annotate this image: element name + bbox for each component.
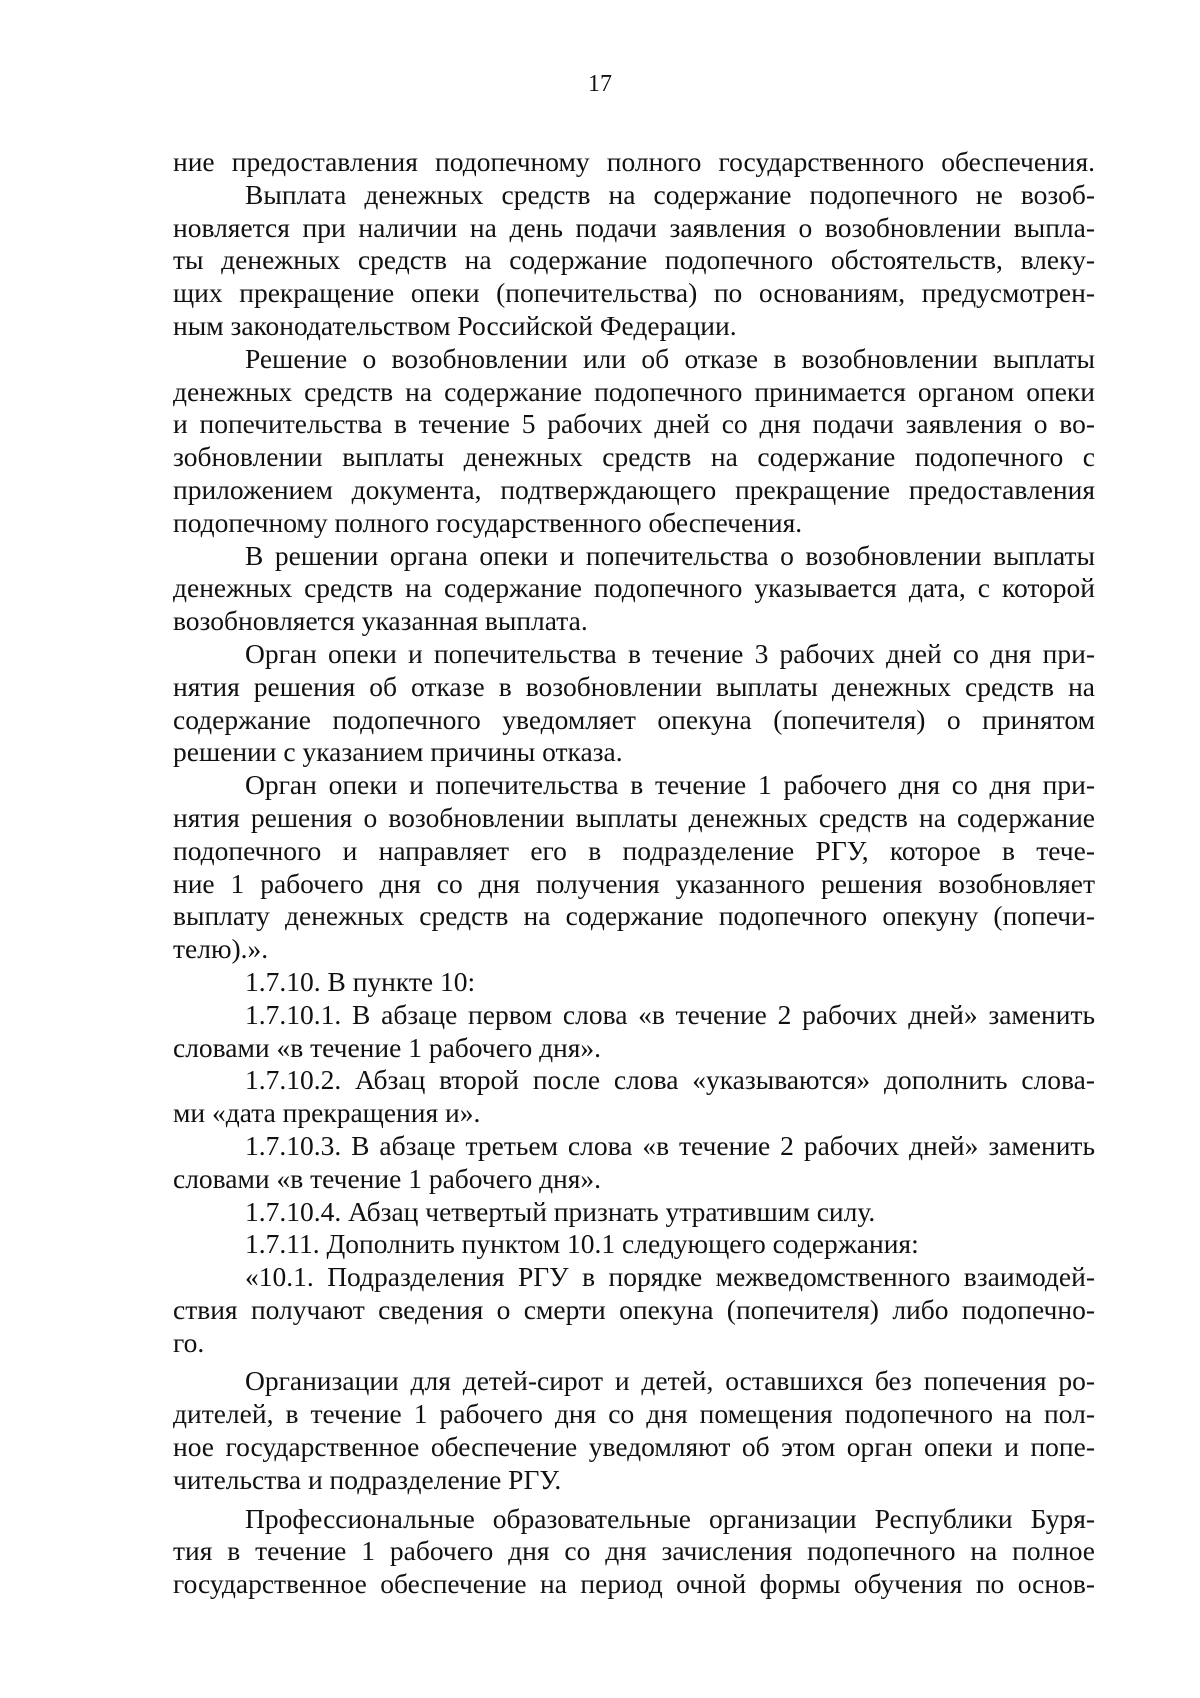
text-line: го. [173, 1326, 205, 1358]
text-line: возобновляется указанная выплата. [173, 605, 588, 637]
text-line: 1.7.10.3. В абзаце третьем слова «в течение 2 рабочих дней» заменить [245, 1129, 1095, 1161]
text-line: Выплата денежных средств на содержание подопечного не возоб- [245, 178, 1095, 210]
text-line: государственное обеспечение на период очной формы обучения по основ- [173, 1568, 1095, 1600]
page-number: 17 [588, 71, 612, 97]
text-line: тия в течение 1 рабочего дня со дня зачисления подопечного на полное [173, 1535, 1095, 1567]
text-line: ние 1 рабочего дня со дня получения указанного решения возобновляет [173, 867, 1095, 899]
text-line: ствия получают сведения о смерти опекуна (попечителя) либо подопечно- [173, 1293, 1095, 1325]
text-line: Орган опеки и попечительства в течение 1 рабочего дня со дня при- [245, 769, 1095, 801]
text-line: 1.7.10.4. Абзац четвертый признать утратившим силу. [245, 1195, 876, 1227]
text-line: решении с указанием причины отказа. [173, 736, 623, 768]
text-line: нятия решения об отказе в возобновлении выплаты денежных средств на [173, 670, 1095, 702]
document-body [173, 146, 1095, 1601]
text-line: нятия решения о возобновлении выплаты денежных средств на содержание [173, 801, 1095, 833]
text-line: словами «в течение 1 рабочего дня». [173, 1031, 602, 1063]
text-line: Организации для детей-сирот и детей, оставшихся без попечения ро- [245, 1365, 1095, 1397]
text-line: денежных средств на содержание подопечного указывается дата, с которой [173, 572, 1095, 604]
text-line: 1.7.11. Дополнить пунктом 10.1 следующего содержания: [245, 1228, 919, 1260]
text-line: подопечного и направляет его в подразделение РГУ, которое в тече- [173, 834, 1095, 866]
text-line: Орган опеки и попечительства в течение 3 рабочих дней со дня при- [245, 637, 1095, 669]
text-line: ние предоставления подопечному полного государственного обеспечения. [173, 146, 1095, 177]
text-line: Решение о возобновлении или об отказе в возобновлении выплаты [245, 342, 1095, 374]
text-line: выплату денежных средств на содержание подопечного опекуну (попечи- [173, 900, 1095, 932]
text-line: подопечному полного государственного обеспечения. [173, 506, 803, 538]
text-line: В решении органа опеки и попечительства о возобновлении выплаты [245, 539, 1095, 571]
text-line: ное государственное обеспечение уведомляют об этом орган опеки и попе- [173, 1431, 1095, 1463]
text-line: 1.7.10. В пункте 10: [245, 965, 476, 997]
text-line: 1.7.10.2. Абзац второй после слова «указываются» дополнить слова- [245, 1064, 1095, 1096]
text-line: ми «дата прекращения и». [173, 1097, 481, 1129]
text-line: содержание подопечного уведомляет опекуна (попечителя) о принятом [173, 703, 1095, 735]
text-line: чительства и подразделение РГУ. [173, 1463, 562, 1495]
text-line: «10.1. Подразделения РГУ в порядке межведомственного взаимодей- [245, 1261, 1095, 1293]
text-line: дителей, в течение 1 рабочего дня со дня помещения подопечного на пол- [173, 1398, 1095, 1430]
text-line: ты денежных средств на содержание подопечного обстоятельств, влеку- [173, 244, 1095, 276]
text-line: 1.7.10.1. В абзаце первом слова «в течение 2 рабочих дней» заменить [245, 998, 1095, 1030]
text-line: зобновлении выплаты денежных средств на содержание подопечного с [173, 441, 1095, 473]
text-line: словами «в течение 1 рабочего дня». [173, 1162, 602, 1194]
text-line: и попечительства в течение 5 рабочих дней со дня подачи заявления о во- [173, 408, 1095, 440]
text-line: Профессиональные образовательные организации Республики Буря- [245, 1502, 1095, 1534]
text-line: телю).». [173, 933, 269, 965]
text-line: щих прекращение опеки (попечительства) по основаниям, предусмотрен- [173, 277, 1095, 309]
text-line: денежных средств на содержание подопечного принимается органом опеки [173, 375, 1095, 407]
text-line: ным законодательством Российской Федерации. [173, 309, 737, 341]
text-line: приложением документа, подтверждающего прекращение предоставления [173, 473, 1095, 505]
text-line: новляется при наличии на день подачи заявления о возобновлении выпла- [173, 211, 1095, 243]
